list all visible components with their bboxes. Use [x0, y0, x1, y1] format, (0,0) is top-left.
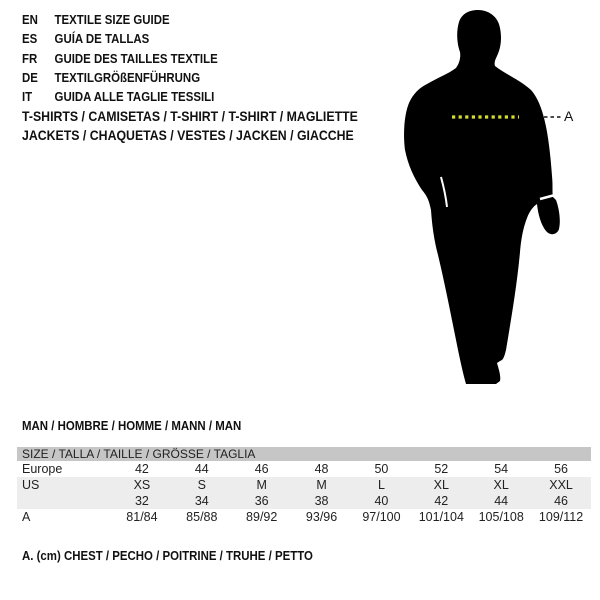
size-cell: 109/112: [538, 510, 584, 524]
category-line-jackets: JACKETS / CHAQUETAS / VESTES / JACKEN / GIACCHE: [22, 126, 354, 143]
size-cell: 85/88: [186, 510, 218, 524]
size-cell: 32: [112, 493, 172, 509]
size-cell: 36: [232, 493, 292, 509]
language-title: TEXTILE SIZE GUIDE: [54, 12, 170, 27]
size-cell: 81/84: [126, 510, 158, 524]
size-cell: 42: [411, 493, 471, 509]
size-cell: 105/108: [478, 510, 524, 524]
size-cell: 54: [494, 462, 509, 476]
size-cell: 50: [374, 462, 389, 476]
size-cell: L: [352, 477, 412, 493]
size-cell: 97/100: [362, 510, 401, 524]
size-cell: 34: [172, 493, 232, 509]
size-cell: 44: [471, 493, 531, 509]
size-cell: M: [232, 477, 292, 493]
language-row-es: [22, 29, 218, 48]
row-label: [17, 493, 112, 509]
table-row-europe: [17, 461, 591, 477]
size-cell: XS: [112, 477, 172, 493]
table-row-us: [17, 477, 591, 493]
size-cell: XXL: [531, 477, 591, 493]
measure-label-a: A: [564, 108, 574, 124]
size-cell: 48: [314, 462, 329, 476]
wrist-gap: [540, 195, 555, 199]
row-label: US: [17, 477, 112, 493]
pocket-gap: [441, 177, 447, 207]
size-cell: 46: [254, 462, 269, 476]
size-cell: 40: [352, 493, 412, 509]
size-cell: 89/92: [246, 510, 278, 524]
language-row-fr: [22, 49, 218, 68]
size-cell: 42: [134, 462, 149, 476]
language-title: TEXTILGRÖßENFÜHRUNG: [54, 69, 201, 85]
size-cell: 38: [292, 493, 352, 509]
language-code: IT: [22, 89, 33, 105]
language-code: ES: [22, 31, 38, 47]
category-line-tshirts: T-SHIRTS / CAMISETAS / T-SHIRT / T-SHIRT / MAGLIETTE: [22, 108, 358, 124]
language-title: GUIDA ALLE TAGLIE TESSILI: [54, 89, 215, 105]
size-cell: 46: [531, 493, 591, 509]
language-code: EN: [22, 12, 38, 27]
language-title: GUIDE DES TAILLES TEXTILE: [54, 50, 218, 66]
size-cell: 56: [554, 462, 569, 476]
language-code: FR: [22, 50, 38, 66]
row-label: Europe: [22, 462, 63, 476]
size-cell: 101/104: [418, 510, 464, 524]
size-cell: 93/96: [305, 510, 338, 524]
category-heading: [22, 107, 358, 144]
size-cell: XL: [471, 477, 531, 493]
language-row-it: [22, 87, 218, 106]
size-table-header: SIZE / TALLA / TAILLE / GRÖSSE / TAGLIA: [17, 447, 591, 461]
size-cell: S: [172, 477, 232, 493]
measure-footnote: A. (cm) CHEST / PECHO / POITRINE / TRUHE / PETTO: [22, 548, 313, 563]
size-cell: 52: [434, 462, 449, 476]
table-row-us-numeric: [17, 493, 591, 509]
language-row-en: [22, 10, 218, 29]
size-table: [17, 447, 591, 525]
language-row-de: [22, 68, 218, 87]
section-title-man: MAN / HOMBRE / HOMME / MANN / MAN: [22, 418, 242, 433]
language-code: DE: [22, 69, 38, 85]
man-silhouette: [404, 10, 560, 384]
table-row-chest-a: [17, 509, 591, 525]
language-title: GUÍA DE TALLAS: [54, 31, 150, 47]
size-cell: 44: [194, 462, 209, 476]
size-cell: M: [292, 477, 352, 493]
row-label: A: [22, 510, 31, 524]
language-list: [22, 10, 218, 106]
size-table-header-row: [17, 447, 591, 461]
size-cell: XL: [411, 477, 471, 493]
